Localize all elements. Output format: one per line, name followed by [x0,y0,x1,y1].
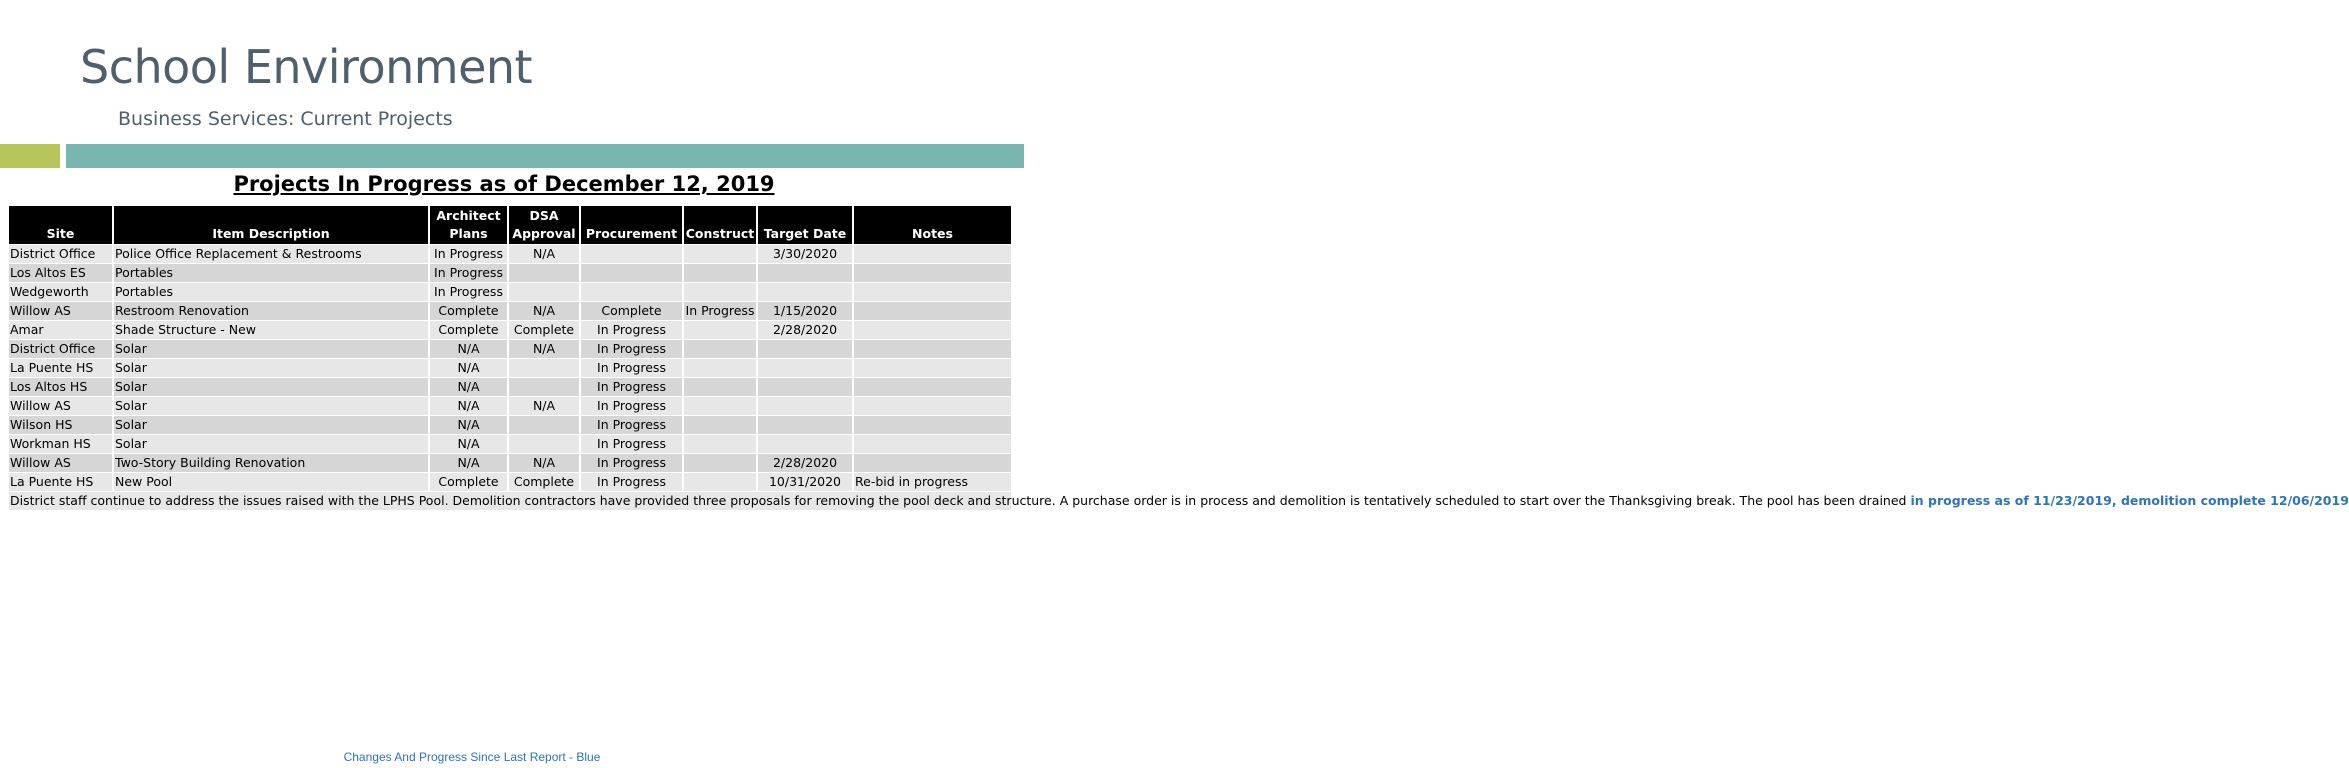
column-header-site: Site [9,206,112,244]
item-description-cell: Solar [114,378,428,396]
construct-cell [684,397,756,415]
site-cell: Los Altos ES [9,264,112,282]
item-description-cell: Solar [114,416,428,434]
item-description-cell: Two-Story Building Renovation [114,454,428,472]
procurement-cell: In Progress [581,378,682,396]
target-date-cell [758,435,852,453]
construct-cell [684,416,756,434]
construct-cell [684,454,756,472]
site-cell: Workman HS [9,435,112,453]
item-description-cell: Solar [114,397,428,415]
architect-plans-cell: N/A [430,454,507,472]
dsa-approval-cell: N/A [509,245,579,263]
pool-note [9,492,2349,510]
dsa-approval-cell [509,283,579,301]
dsa-approval-cell [509,416,579,434]
accent-band-green [0,144,60,168]
target-date-cell [758,359,852,377]
projects-table [7,205,2349,511]
table-row [9,454,1011,472]
procurement-cell [581,283,682,301]
item-description-cell: Portables [114,283,428,301]
procurement-cell [581,245,682,263]
construct-cell: In Progress [685,303,755,318]
notes-cell [854,397,1011,415]
column-header-construct: Construct [684,206,756,244]
item-description-cell: Police Office Replacement & Restrooms [114,245,428,263]
architect-header-line1: Architect [436,208,501,223]
site-cell: Willow AS [9,454,112,472]
target-date-cell [758,283,852,301]
architect-plans-cell: In Progress [430,283,507,301]
construct-cell [684,245,756,263]
notes-cell [854,340,1011,358]
architect-plans-cell: N/A [430,397,507,415]
table-title: Projects In Progress as of December 12, 2019 [233,172,775,196]
target-date-cell [758,378,852,396]
table-row [9,473,1011,491]
construct-cell [684,359,756,377]
dsa-approval-cell [509,264,579,282]
item-description-cell: Solar [114,359,428,377]
notes-cell [854,264,1011,282]
table-row [9,416,1011,434]
procurement-cell: In Progress [581,359,682,377]
architect-plans-cell: N/A [430,378,507,396]
dsa-approval-cell: N/A [509,397,579,415]
notes-cell: Re-bid in progress [854,473,1011,491]
page-subtitle: Business Services: Current Projects [118,108,453,130]
pool-note-row [9,492,1011,510]
architect-plans-cell: In Progress [430,245,507,263]
column-header-dsa-approval [509,206,579,244]
site-cell: Willow AS [9,302,112,320]
target-date-cell [758,340,852,358]
table-row [9,397,1011,415]
notes-cell [854,245,1011,263]
target-date-cell [758,397,852,415]
footer-legend: Changes And Progress Since Last Report - Blue [343,750,601,764]
architect-plans-cell: Complete [430,473,507,491]
item-description-cell: Shade Structure - New [114,321,428,339]
construct-cell [684,473,756,491]
target-date-cell: 1/15/2020 [758,302,852,320]
procurement-cell: Complete [581,302,682,320]
site-cell: Los Altos HS [9,378,112,396]
table-row [9,359,1011,377]
notes-cell [854,359,1011,377]
table-row [9,340,1011,358]
procurement-cell: In Progress [581,321,682,339]
architect-plans-cell: In Progress [430,264,507,282]
table-row [9,283,1011,301]
target-date-cell: 3/30/2020 [758,245,852,263]
site-cell: Willow AS [9,397,112,415]
site-cell: Wilson HS [9,416,112,434]
table-row [9,321,1011,339]
table-row [9,264,1011,282]
procurement-cell: In Progress [581,416,682,434]
notes-cell [854,416,1011,434]
site-cell: District Office [9,245,112,263]
architect-plans-cell: N/A [430,359,507,377]
dsa-approval-cell: N/A [509,302,579,320]
table-row [9,245,1011,263]
accent-band-teal [66,144,1024,168]
item-description-cell: Restroom Renovation [114,302,428,320]
dsa-approval-cell: N/A [509,340,579,358]
notes-cell [854,435,1011,453]
site-cell: Amar [9,321,112,339]
target-date-cell [758,416,852,434]
dsa-approval-cell: N/A [509,454,579,472]
architect-plans-cell: N/A [430,416,507,434]
procurement-cell: In Progress [581,397,682,415]
construct-cell [684,283,756,301]
architect-plans-cell: Complete [430,321,507,339]
procurement-cell: In Progress [581,435,682,453]
construct-cell [684,321,756,339]
dsa-approval-cell: Complete [509,321,579,339]
dsa-header-line1: DSA [529,208,559,223]
dsa-approval-cell: Complete [509,473,579,491]
item-description-cell: Solar [114,435,428,453]
pool-note-highlight: in progress as of 11/23/2019, demolition complete 12/06/2019 [1910,493,2349,508]
target-date-cell: 2/28/2020 [758,321,852,339]
notes-cell [854,321,1011,339]
column-header-architect-plans [430,206,507,244]
procurement-cell: In Progress [581,454,682,472]
column-header-notes: Notes [854,206,1011,244]
notes-cell [854,378,1011,396]
item-description-cell: New Pool [114,473,428,491]
site-cell: La Puente HS [9,473,112,491]
column-header-procurement: Procurement [581,206,682,244]
notes-cell [854,302,1011,320]
dsa-header-line2: Approval [512,226,576,241]
pool-note-text: District staff continue to address the issues raised with the LPHS Pool. Demolition contractors have provided three proposals for removing the pool deck and structure. A purchase order is in process and demolition is tentatively scheduled to start over the Thanksgiving break. The pool has been drained [10,493,1911,508]
architect-header-line2: Plans [449,226,488,241]
table-row [9,435,1011,453]
table-header-row [9,206,1011,244]
table-row [9,378,1011,396]
dsa-approval-cell [509,435,579,453]
dsa-approval-cell [509,359,579,377]
architect-plans-cell: N/A [430,340,507,358]
procurement-cell: In Progress [581,473,682,491]
table-row [9,302,1011,320]
column-header-item-description: Item Description [114,206,428,244]
construct-cell [684,378,756,396]
item-description-cell: Solar [114,340,428,358]
dsa-approval-cell [509,378,579,396]
site-cell: Wedgeworth [9,283,112,301]
notes-cell [854,454,1011,472]
target-date-cell [758,264,852,282]
target-date-cell: 2/28/2020 [758,454,852,472]
architect-plans-cell: Complete [430,302,507,320]
procurement-cell: In Progress [581,340,682,358]
construct-cell [684,435,756,453]
page-title: School Environment [80,40,533,94]
target-date-cell: 10/31/2020 [758,473,852,491]
notes-cell [854,283,1011,301]
column-header-target-date: Target Date [758,206,852,244]
procurement-cell [581,264,682,282]
site-cell: La Puente HS [9,359,112,377]
site-cell: District Office [9,340,112,358]
item-description-cell: Portables [114,264,428,282]
construct-cell [684,264,756,282]
construct-cell [684,340,756,358]
architect-plans-cell: N/A [430,435,507,453]
